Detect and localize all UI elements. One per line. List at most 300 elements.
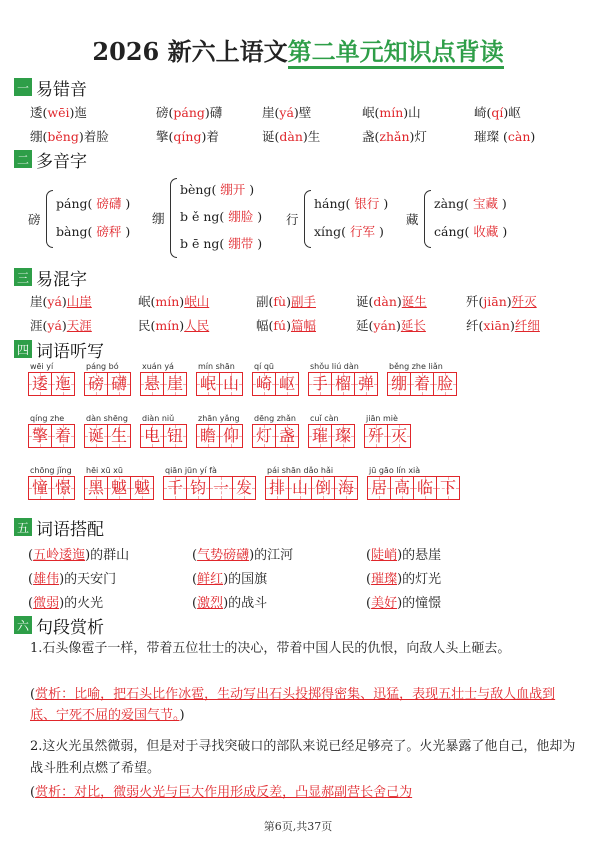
item-pre: 副( xyxy=(256,294,274,309)
char-answer: 电 xyxy=(143,426,160,445)
item-word: 收藏 xyxy=(469,224,503,239)
char-answer: 脸 xyxy=(436,374,453,393)
item-pre: 岷( xyxy=(362,105,380,120)
polyphone-item xyxy=(434,194,507,212)
char-grid xyxy=(140,372,186,396)
char-box xyxy=(28,476,52,500)
collocation-word: 雄伟 xyxy=(33,572,60,587)
item-mid: ) xyxy=(286,294,291,309)
item-close: ) xyxy=(501,196,507,211)
item-pinyin: mín xyxy=(379,105,404,120)
item-pinyin: běng xyxy=(47,129,79,144)
item-close: ) xyxy=(125,196,131,211)
section-label: 易错音 xyxy=(36,79,87,100)
section-number: 二 xyxy=(14,150,32,168)
item-pinyin: mín xyxy=(155,318,180,333)
item-pre: 崖( xyxy=(262,105,280,120)
paren-open: ( xyxy=(28,548,34,563)
item-pinyin: fù xyxy=(273,294,287,309)
brace-icon xyxy=(304,190,311,248)
collocation-rest: )的战斗 xyxy=(223,596,268,611)
item-pre: 崖( xyxy=(30,294,48,309)
word-pinyin: pái shān dǎo hǎi xyxy=(267,466,334,475)
collocation-word: 璀璨 xyxy=(371,572,398,587)
item-word: 磅礴 xyxy=(92,196,126,211)
item-pre: 磅( xyxy=(156,105,174,120)
mispronounce-item xyxy=(474,103,521,121)
item-word: 纤细 xyxy=(514,318,540,333)
char-box xyxy=(163,372,187,396)
item-close: ) xyxy=(249,182,255,197)
char-box xyxy=(232,476,256,500)
char-box xyxy=(275,372,299,396)
item-pinyin: mín xyxy=(155,294,180,309)
char-box xyxy=(354,372,378,396)
item-close: ) xyxy=(383,196,389,211)
item-mid: ) xyxy=(179,318,185,333)
item-pinyin: càn xyxy=(507,129,531,144)
mispronounce-item xyxy=(262,127,320,145)
char-grid xyxy=(28,476,74,500)
item-pinyin: qíng xyxy=(173,129,202,144)
section-heading-2 xyxy=(14,148,87,170)
word-pinyin: páng bó xyxy=(86,362,119,371)
item-close: ) xyxy=(502,224,508,239)
collocation-item xyxy=(192,592,267,611)
item-pinyin: páng( xyxy=(56,196,93,211)
title-part2: 第二单元知识点背读 xyxy=(288,37,504,69)
word-pinyin: qí qū xyxy=(254,362,274,371)
item-pre: 岷( xyxy=(138,294,156,309)
item-word: 天涯 xyxy=(66,318,92,333)
char-answer: 黑 xyxy=(87,478,104,497)
polyphone-item xyxy=(180,207,262,225)
char-answer: 千 xyxy=(166,478,183,497)
char-box xyxy=(311,476,335,500)
confusable-item xyxy=(466,316,540,334)
word-pinyin: chōng jǐng xyxy=(30,466,72,475)
char-answer: 临 xyxy=(416,478,433,497)
analysis-text: 对比，微弱火光与巨大作用形成反差，凸显郝副营长舍己为 xyxy=(74,785,413,800)
char-answer: 仰 xyxy=(222,426,239,445)
polyphone-item xyxy=(56,194,130,212)
mispronounce-item xyxy=(156,127,219,145)
item-pinyin: yá xyxy=(279,105,294,120)
char-grid xyxy=(84,372,130,396)
item-close: ) xyxy=(125,224,131,239)
char-box xyxy=(209,476,233,500)
item-pinyin: háng( xyxy=(314,196,351,211)
char-answer: 憬 xyxy=(54,478,71,497)
char-grid xyxy=(163,476,255,500)
item-post: )岖 xyxy=(503,105,521,120)
polyphone-item xyxy=(56,222,130,240)
word-pinyin: dàn shēng xyxy=(86,414,128,423)
item-mid: ) xyxy=(395,318,401,333)
collocation-rest: )的群山 xyxy=(85,548,130,563)
char-answer: 瞻 xyxy=(199,426,216,445)
char-grid xyxy=(387,372,456,396)
item-word: 山崖 xyxy=(66,294,92,309)
colon: ： xyxy=(61,785,75,800)
char-grid xyxy=(196,372,242,396)
item-pinyin: qí xyxy=(491,105,504,120)
item-pre: 纤( xyxy=(466,318,484,333)
mispronounce-item xyxy=(262,103,311,121)
char-answer: 礴 xyxy=(110,374,127,393)
item-post: )壁 xyxy=(293,105,312,120)
section-number: 六 xyxy=(14,616,32,634)
section-label: 易混字 xyxy=(36,269,87,290)
item-mid: ) xyxy=(179,294,185,309)
item-pinyin: fú xyxy=(273,318,287,333)
item-pinyin: yá xyxy=(47,294,62,309)
polyphone-item xyxy=(314,194,388,212)
paren-close: ) xyxy=(179,708,185,723)
paren-open: ( xyxy=(366,548,372,563)
paren-open: ( xyxy=(28,572,34,587)
item-mid: ) xyxy=(509,318,515,333)
char-box xyxy=(163,424,187,448)
char-box xyxy=(130,476,154,500)
section-heading-1 xyxy=(14,76,87,98)
word-pinyin: běng zhe liǎn xyxy=(389,362,443,371)
section-heading-5 xyxy=(14,516,104,538)
collocation-word: 美好 xyxy=(371,596,398,611)
item-pre: 诞( xyxy=(262,129,280,144)
paren-open: ( xyxy=(30,687,36,702)
char-box xyxy=(28,372,52,396)
char-answer: 魆 xyxy=(110,478,127,497)
char-box xyxy=(331,424,355,448)
char-grid xyxy=(308,424,354,448)
char-answer: 岷 xyxy=(199,374,216,393)
char-grid xyxy=(364,424,410,448)
mispronounce-item xyxy=(474,127,535,145)
collocation-rest: )的火光 xyxy=(59,596,104,611)
item-pinyin: cáng( xyxy=(434,224,470,239)
item-pinyin: páng xyxy=(173,105,205,120)
char-box xyxy=(140,424,164,448)
confusable-item xyxy=(466,292,537,310)
item-word: 人民 xyxy=(184,318,210,333)
char-answer: 山 xyxy=(222,374,239,393)
collocation-word: 激烈 xyxy=(197,596,224,611)
item-pre: 诞( xyxy=(356,294,374,309)
collocation-rest: )的灯光 xyxy=(397,572,442,587)
analysis-tag: 赏析 xyxy=(35,687,62,702)
char-grid xyxy=(28,372,74,396)
char-answer: 崖 xyxy=(166,374,183,393)
char-answer: 崎 xyxy=(255,374,272,393)
char-answer: 下 xyxy=(439,478,456,497)
item-mid: ) xyxy=(506,294,512,309)
paren-open: ( xyxy=(366,572,372,587)
collocation-word: 五岭逶迤 xyxy=(33,548,86,563)
char-answer: 诞 xyxy=(87,426,104,445)
collocation-item xyxy=(192,544,293,563)
collocation-rest: )的天安门 xyxy=(59,572,117,587)
char-box xyxy=(433,372,457,396)
char-box xyxy=(331,372,355,396)
item-mid: ) xyxy=(396,294,402,309)
polyphone-item xyxy=(180,180,254,198)
collocation-item xyxy=(192,568,267,587)
char-answer: 居 xyxy=(370,478,387,497)
confusable-item xyxy=(138,292,209,310)
char-box xyxy=(186,476,210,500)
char-grid xyxy=(252,372,298,396)
char-box xyxy=(51,424,75,448)
char-box xyxy=(252,424,276,448)
char-box xyxy=(275,424,299,448)
analysis-1 xyxy=(30,684,580,726)
char-answer: 倒 xyxy=(314,478,331,497)
char-grid xyxy=(196,424,242,448)
item-pre: 歼( xyxy=(466,294,484,309)
section-label: 多音字 xyxy=(36,151,87,172)
collocation-rest: )的江河 xyxy=(249,548,294,563)
item-pinyin: bèng( xyxy=(180,182,217,197)
page-footer: 第6页,共37页 xyxy=(263,820,333,833)
char-grid xyxy=(265,476,357,500)
polyphone-item xyxy=(434,222,507,240)
item-pre: 擎( xyxy=(156,129,174,144)
char-grid xyxy=(308,372,377,396)
char-box xyxy=(51,476,75,500)
char-box xyxy=(84,424,108,448)
confusable-item xyxy=(256,316,316,334)
item-pinyin: bàng( xyxy=(56,224,93,239)
analysis-2 xyxy=(30,782,580,803)
section-label: 词语搭配 xyxy=(36,519,104,540)
section-number: 三 xyxy=(14,268,32,286)
item-word: 篇幅 xyxy=(290,318,316,333)
word-pinyin: shǒu liú dàn xyxy=(310,362,359,371)
collocation-rest: )的悬崖 xyxy=(397,548,442,563)
polyphone-char: 行 xyxy=(286,212,299,227)
char-answer: 憧 xyxy=(31,478,48,497)
char-answer: 岖 xyxy=(278,374,295,393)
char-box xyxy=(364,424,388,448)
paren-open: ( xyxy=(28,596,34,611)
word-pinyin: zhān yǎng xyxy=(198,414,240,423)
word-pinyin: hēi xū xū xyxy=(86,466,123,475)
mispronounce-item xyxy=(156,103,222,121)
item-word: 磅秤 xyxy=(92,224,126,239)
word-pinyin: xuán yá xyxy=(142,362,174,371)
char-answer: 璨 xyxy=(334,426,351,445)
item-close: ) xyxy=(378,224,384,239)
char-answer: 钮 xyxy=(166,426,183,445)
char-answer: 一 xyxy=(212,478,229,497)
mispronounce-item xyxy=(362,103,421,121)
item-pinyin: dàn xyxy=(373,294,397,309)
char-answer: 魆 xyxy=(133,478,150,497)
title-part1: 2026 新六上语文 xyxy=(92,37,288,66)
item-pinyin: jiān xyxy=(483,294,507,309)
char-grid xyxy=(84,476,153,500)
section-label: 词语听写 xyxy=(36,341,104,362)
paren-open: ( xyxy=(192,572,198,587)
char-box xyxy=(252,372,276,396)
collocation-rest: )的国旗 xyxy=(223,572,268,587)
char-box xyxy=(367,476,391,500)
char-grid xyxy=(367,476,459,500)
char-box xyxy=(51,372,75,396)
word-pinyin: diàn niǔ xyxy=(142,414,175,423)
char-answer: 悬 xyxy=(143,374,160,393)
passage-1: 1.石头像雹子一样，带着五位壮士的决心，带着中国人民的仇恨，向敌人头上砸去。 xyxy=(30,641,511,656)
char-box xyxy=(413,476,437,500)
section-number: 四 xyxy=(14,340,32,358)
char-box xyxy=(387,424,411,448)
item-post: )礴 xyxy=(204,105,223,120)
char-box xyxy=(196,424,220,448)
item-pre: 逶( xyxy=(30,105,48,120)
char-answer: 着 xyxy=(54,426,71,445)
word-pinyin: qiān jūn yí fà xyxy=(165,466,217,475)
paren-open: ( xyxy=(192,548,198,563)
word-pinyin: mín shān xyxy=(198,362,235,371)
char-answer: 手 xyxy=(311,374,328,393)
char-box xyxy=(219,424,243,448)
section-label: 句段赏析 xyxy=(36,617,104,638)
char-box xyxy=(436,476,460,500)
char-box xyxy=(288,476,312,500)
item-pre: 延( xyxy=(356,318,374,333)
mispronounce-item xyxy=(30,127,109,145)
char-grid xyxy=(84,424,130,448)
collocation-word: 鲜红 xyxy=(197,572,224,587)
collocation-item xyxy=(28,568,116,587)
item-word: 绷带 xyxy=(224,236,258,251)
polyphone-item xyxy=(180,234,262,252)
item-word: 绷脸 xyxy=(224,209,258,224)
char-box xyxy=(163,476,187,500)
item-word: 宝藏 xyxy=(468,196,502,211)
item-post: )着 xyxy=(201,129,219,144)
item-post: )迤 xyxy=(69,105,87,120)
section-number: 一 xyxy=(14,78,32,96)
item-close: ) xyxy=(257,236,263,251)
item-pinyin: b ē ng( xyxy=(180,236,225,251)
char-answer: 绷 xyxy=(390,374,407,393)
paren-open: ( xyxy=(192,596,198,611)
item-pre: 民( xyxy=(138,318,156,333)
item-word: 歼灭 xyxy=(511,294,537,309)
word-pinyin: qíng zhe xyxy=(30,414,65,423)
item-word: 诞生 xyxy=(401,294,427,309)
passage-2: 2.这火光虽然微弱，但是对于寻找突破口的部队来说已经足够亮了。火光暴露了他自己，他却为战斗胜利点燃了希望。 xyxy=(30,739,576,776)
item-close: ) xyxy=(257,209,263,224)
char-answer: 弹 xyxy=(357,374,374,393)
char-box xyxy=(84,372,108,396)
char-answer: 高 xyxy=(393,478,410,497)
item-post: ) xyxy=(530,129,536,144)
item-post: )灯 xyxy=(409,129,427,144)
char-box xyxy=(308,372,332,396)
char-grid xyxy=(140,424,186,448)
collocation-item xyxy=(366,544,441,563)
char-box xyxy=(219,372,243,396)
polyphone-char: 磅 xyxy=(28,212,41,227)
item-pre: 绷( xyxy=(30,129,48,144)
polyphone-char: 藏 xyxy=(406,212,419,227)
item-word: 延长 xyxy=(400,318,426,333)
word-pinyin: dēng zhǎn xyxy=(254,414,296,423)
char-box xyxy=(387,372,411,396)
char-box xyxy=(107,476,131,500)
colon: ： xyxy=(61,687,75,702)
item-pre: 涯( xyxy=(30,318,48,333)
char-answer: 盏 xyxy=(278,426,295,445)
item-pre: 盏( xyxy=(362,129,380,144)
item-mid: ) xyxy=(286,318,291,333)
section-heading-6 xyxy=(14,614,104,636)
item-mid: ) xyxy=(61,318,67,333)
item-pinyin: xiān xyxy=(483,318,510,333)
collocation-word: 微弱 xyxy=(33,596,60,611)
paren-open: ( xyxy=(30,785,36,800)
section-heading-3 xyxy=(14,266,87,288)
item-pinyin: dàn xyxy=(279,129,303,144)
confusable-item xyxy=(356,316,426,334)
section-heading-4 xyxy=(14,338,104,360)
brace-icon xyxy=(46,190,53,248)
brace-icon xyxy=(424,190,431,248)
collocation-word: 陡峭 xyxy=(371,548,398,563)
char-box xyxy=(196,372,220,396)
collocation-rest: )的憧憬 xyxy=(397,596,442,611)
word-pinyin: jiān miè xyxy=(366,414,398,423)
confusable-item xyxy=(256,292,316,310)
section-number: 五 xyxy=(14,518,32,536)
collocation-item xyxy=(28,544,129,563)
char-answer: 迤 xyxy=(54,374,71,393)
confusable-item xyxy=(138,316,209,334)
word-pinyin: wēi yí xyxy=(30,362,54,371)
word-pinyin: jū gāo lín xià xyxy=(369,466,421,475)
mispronounce-item xyxy=(362,127,427,145)
char-answer: 榴 xyxy=(334,374,351,393)
item-word: 行军 xyxy=(345,224,379,239)
char-answer: 灯 xyxy=(255,426,272,445)
word-pinyin: cuǐ càn xyxy=(310,414,339,423)
confusable-item xyxy=(30,292,92,310)
item-word: 副手 xyxy=(290,294,316,309)
char-box xyxy=(334,476,358,500)
item-word: 绷开 xyxy=(216,182,250,197)
char-answer: 钧 xyxy=(189,478,206,497)
char-answer: 山 xyxy=(291,478,308,497)
confusable-item xyxy=(30,316,92,334)
polyphone-item xyxy=(314,222,384,240)
page-title xyxy=(0,32,596,67)
item-pre: 璀璨 ( xyxy=(474,129,508,144)
char-answer: 璀 xyxy=(311,426,328,445)
mispronounce-item xyxy=(30,103,87,121)
item-pinyin: yán xyxy=(373,318,396,333)
char-answer: 歼 xyxy=(367,426,384,445)
char-box xyxy=(107,424,131,448)
item-pinyin: yá xyxy=(47,318,62,333)
char-box xyxy=(308,424,332,448)
item-post: )生 xyxy=(302,129,321,144)
char-box xyxy=(28,424,52,448)
analysis-text: 比喻，把石头比作冰雹，生动写出石头投掷得密集、迅猛，表现五壮士与敌人血战到底、宁死不屈的爱国气节。 xyxy=(30,687,556,723)
item-pre: 崎( xyxy=(474,105,492,120)
